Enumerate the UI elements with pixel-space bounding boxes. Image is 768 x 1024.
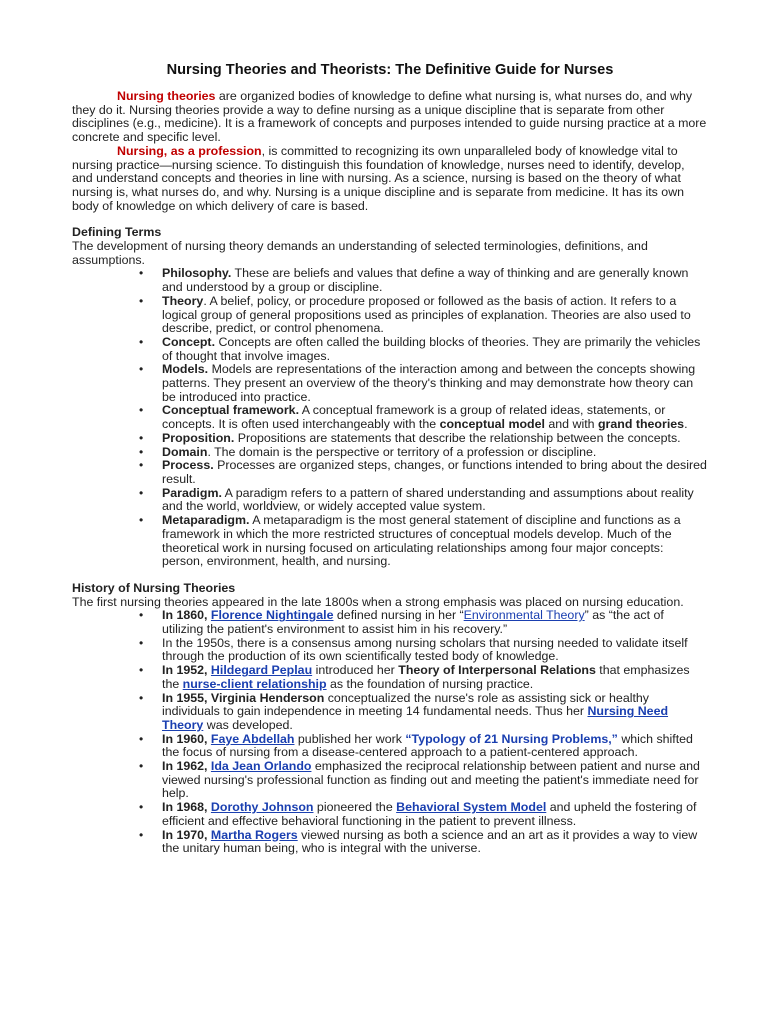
link-florence-nightingale[interactable]: Florence Nightingale — [210, 608, 334, 623]
intro-paragraph-1: Nursing theories are organized bodies of knowledge to define what nursing is, what nurses do, and why they do it. Nursing theories provide a way to define nursing as a unique discipline that is separate from other disciplines (e.g., medicine). It is a framework of concepts and purposes intended to guide nursing practice at a more concrete and specific level. — [72, 89, 707, 145]
link-dorothy-johnson[interactable]: Dorothy Johnson — [210, 800, 314, 815]
list-item: • In 1970, Martha Rogers viewed nursing as both a science and an art as it provides a way to view the unitary human being, who is integral with the universe. — [162, 829, 708, 856]
list-item: • In 1952, Hildegard Peplau introduced her Theory of Interpersonal Relations that emphasizes the nurse-client relationship as the foundation of nursing practice. — [162, 664, 708, 691]
typology-work-title: “Typology of 21 Nursing Problems,” — [405, 731, 618, 746]
link-ida-jean-orlando[interactable]: Ida Jean Orlando — [210, 759, 312, 774]
history-lead: The first nursing theories appeared in the late 1800s when a strong emphasis was placed on nursing education. — [72, 594, 684, 609]
list-item: • In 1960, Faye Abdellah published her work “Typology of 21 Nursing Problems,” which shifted the focus of nursing from a disease-centered approach to a patient-centered approach. — [162, 733, 708, 760]
list-item: • Proposition. Propositions are statements that describe the relationship between the concepts. — [162, 432, 708, 446]
section-heading-history: History of Nursing Theories — [72, 580, 236, 595]
list-item: • Process. Processes are organized steps, changes, or functions intended to bring about the desired result. — [162, 459, 708, 486]
list-item: • Philosophy. These are beliefs and values that define a way of thinking and are generally known and understood by a group or discipline. — [162, 267, 708, 294]
link-hildegard-peplau[interactable]: Hildegard Peplau — [210, 663, 313, 678]
list-item: • Concept. Concepts are often called the building blocks of theories. They are primarily the vehicles of thought that involve images. — [162, 336, 708, 363]
page-title: Nursing Theories and Theorists: The Definitive Guide for Nurses — [166, 62, 614, 78]
intro-paragraph-2: Nursing, as a profession, is committed to recognizing its own unparalleled body of knowledge vital to nursing practice—nursing science. To distinguish this foundation of knowledge, nurses need to identify, develop, and understand concepts and theories in line with nursing. As a science, nursing is based on the theory of what nursing is, what nurses do, and why. Nursing is a unique discipline and is separate from medicine. It has its own body of knowledge on which delivery of care is based. — [72, 143, 685, 213]
section-heading-defining-terms: Defining Terms — [72, 225, 162, 240]
link-behavioral-system-model[interactable]: Behavioral System Model — [396, 800, 547, 815]
list-item: • Models. Models are representations of the interaction among and between the concepts showing patterns. They present an overview of the theory's thinking and may demonstrate how theory can be introduced into practice. — [162, 363, 708, 404]
list-item: • Conceptual framework. A conceptual framework is a group of related ideas, statements, or concepts. It is often used interchangeably with the conceptual model and with grand theories. — [162, 404, 708, 431]
list-item: • Theory. A belief, policy, or procedure proposed or followed as the basis of action. It refers to a logical group of general propositions used as principles of explanation. Theories are also used to describe, predict, or control phenomena. — [162, 295, 708, 336]
link-nursing-need-theory[interactable]: Nursing Need Theory — [162, 704, 669, 732]
list-item: • In 1860, Florence Nightingale defined nursing in her “Environmental Theory” as “the act of utilizing the patient's environment to assist him in his recovery.” — [162, 609, 708, 636]
defining-terms-lead: The development of nursing theory demands an understanding of selected terminologies, definitions, and assumptions. — [72, 239, 648, 267]
term-nursing-theories: Nursing theories — [117, 89, 216, 103]
list-item: • In 1955, Virginia Henderson conceptualized the nurse's role as assisting sick or healthy individuals to gain independence in meeting 14 fundamental needs. Thus her Nursing Need Theory was developed. — [162, 692, 708, 733]
defining-terms-list — [72, 267, 708, 568]
list-item: • In 1962, Ida Jean Orlando emphasized the reciprocal relationship between patient and nurse and viewed nursing's professional function as finding out and meeting the patient's immediate need for help. — [162, 760, 708, 801]
list-item: • Paradigm. A paradigm refers to a pattern of shared understanding and assumptions about reality and the world, worldview, or widely accepted value system. — [162, 487, 708, 514]
list-item: • In the 1950s, there is a consensus among nursing scholars that nursing needed to validate itself through the production of its own scientifically tested body of knowledge. — [162, 637, 708, 664]
list-item: • Domain. The domain is the perspective or territory of a profession or discipline. — [162, 446, 708, 460]
link-faye-abdellah[interactable]: Faye Abdellah — [210, 731, 295, 746]
term-nursing-profession: Nursing, as a profession — [117, 143, 262, 158]
list-item: • Metaparadigm. A metaparadigm is the most general statement of discipline and functions as a framework in which the more restricted structures of conceptual models develop. Much of the theoretical work in nursing focused on articulating relationships among four major concepts: person, environment, health, and nursing. — [162, 514, 708, 569]
link-martha-rogers[interactable]: Martha Rogers — [210, 827, 298, 842]
list-item: • In 1968, Dorothy Johnson pioneered the Behavioral System Model and upheld the fostering of efficient and effective behavioral functioning in the patient to prevent illness. — [162, 801, 708, 828]
link-nurse-client-relationship[interactable]: nurse-client relationship — [182, 676, 327, 691]
link-environmental-theory[interactable]: Environmental Theory — [463, 608, 585, 623]
history-list — [72, 609, 708, 856]
